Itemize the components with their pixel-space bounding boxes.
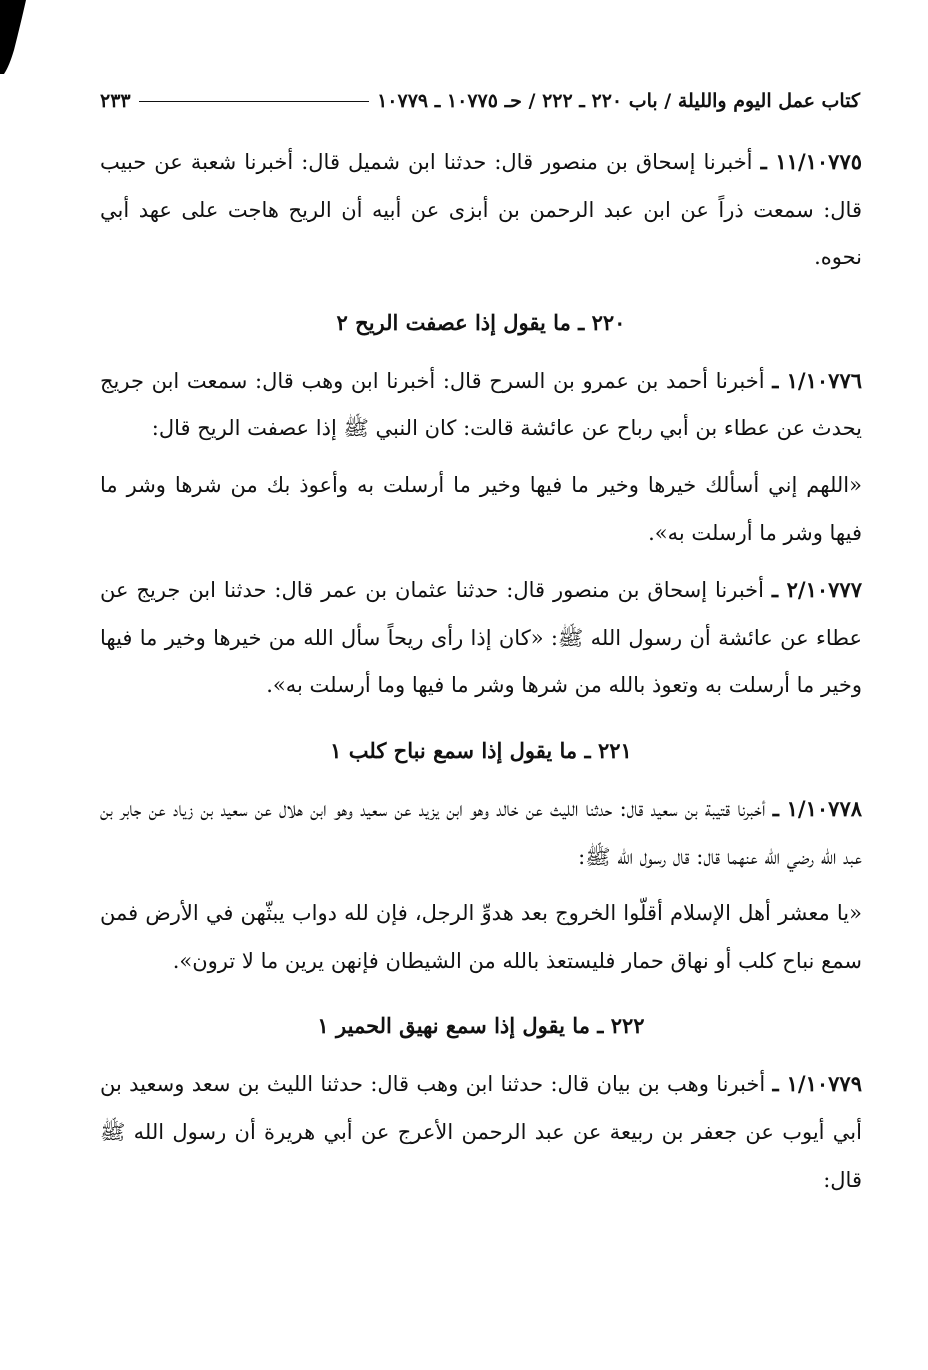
running-header-title: كتاب عمل اليوم والليلة / باب ٢٢٠ ـ ٢٢٢ / حـ ١٠٧٧٥ ـ ١٠٧٧٩: [377, 90, 860, 112]
hadith-10777: [100, 566, 862, 710]
hadith-10775: [100, 138, 862, 282]
hadith-text: أخبرنا إسحاق بن منصور قال: حدثنا ابن شميل قال: أخبرنا شعبة عن حبيب قال: سمعت ذراً عن ابن عبد الرحمن بن أبزى عن أبيه أن الريح هاجت على عهد أبي نحوه.: [100, 150, 862, 270]
page-number: ٢٣٣: [100, 90, 131, 112]
hadith-quote: «اللهم إني أسألك خيرها وخير ما فيها وخير ما أرسلت به وأعوذ بك من شرها وشر ما فيها وشر ما أرسلت به».: [100, 472, 862, 545]
hadith-number: ١/١٠٧٧٩ ـ: [772, 1071, 862, 1097]
header-rule: [139, 101, 369, 102]
hadith-10779: [100, 1060, 862, 1204]
page-corner-shadow: [0, 0, 34, 74]
hadith-quote: «يا معشر أهل الإسلام أقلّوا الخروج بعد هدوِّ الرجل، فإن لله دواب يبثّهن في الأرض فمن سمع نباح كلب أو نهاق حمار فليستعذ بالله من الشيطان فإنهن يرين ما لا ترون».: [100, 901, 862, 973]
chapter-heading-220: ٢٢٠ ـ ما يقول إذا عصفت الريح ٢: [336, 309, 626, 335]
hadith-10778: [100, 785, 862, 881]
hadith-number: ١/١٠٧٧٦ ـ: [772, 367, 863, 393]
chapter-heading-222: ٢٢٢ ـ ما يقول إذا سمع نهيق الحمير ١: [317, 1013, 645, 1039]
hadith-text: أخبرنا أحمد بن عمرو بن السرح قال: أخبرنا ابن وهب قال: سمعت ابن جريج يحدث عن عطاء بن أبي رباح عن عائشة قالت: كان النبي ﷺ إذا عصفت الريح قال:: [100, 368, 862, 441]
hadith-number: ٢/١٠٧٧٧ ـ: [771, 577, 862, 603]
chapter-heading-221: ٢٢١ ـ ما يقول إذا سمع نباح كلب ١: [330, 737, 632, 763]
hadith-text: أخبرنا قتيبة بن سعيد قال: حدثنا الليث عن خالد وهو ابن يزيد عن سعيد وهو ابن هلال عن سعيد بن زياد عن جابر بن عبد الله رضي الله عنهما قال: قال رسول الله ﷺ:: [100, 796, 862, 869]
running-header: [100, 86, 860, 116]
hadith-10776: [100, 357, 862, 453]
page-body: [100, 138, 862, 1204]
hadith-number: ١١/١٠٧٧٥ ـ: [760, 149, 863, 174]
hadith-number: ١/١٠٧٧٨ ـ: [772, 795, 863, 821]
hadith-text: أخبرنا إسحاق بن منصور قال: حدثنا عثمان بن عمر قال: حدثنا ابن جريج عن عطاء عن عائشة أن رسول الله ﷺ: «كان إذا رأى ريحاً سأل الله من خيرها وخير ما فيها وخير ما أرسلت به وتعوذ بالله من شرها وشر ما فيها وما أرسلت به».: [100, 578, 862, 698]
hadith-text: أخبرنا وهب بن بيان قال: حدثنا ابن وهب قال: حدثنا الليث بن سعد وسعيد بن أبي أيوب عن جعفر بن ربيعة عن عبد الرحمن الأعرج عن أبي هريرة أن رسول الله ﷺ قال:: [100, 1072, 862, 1192]
